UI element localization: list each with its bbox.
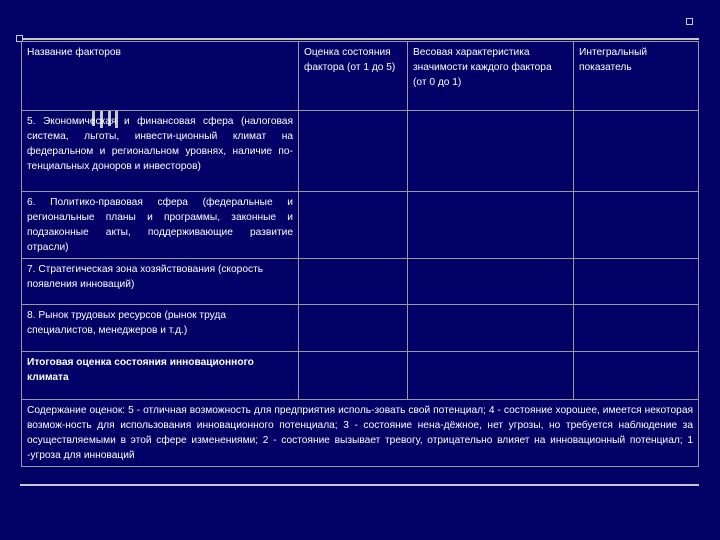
weight-cell[interactable] [408,192,574,259]
header-state-score: Оценка состояния фактора (от 1 до 5) [299,42,408,111]
factor-cell: 5. Экономическая и финансовая сфера (налоговая система, льготы, инвести-ционный климат на федеральном и региональном уровнях, наличие по-тенциальных доноров и инвесторов) [22,111,299,192]
header-weight [408,42,574,111]
total-weight-cell[interactable] [408,352,574,400]
bottom-rule [20,484,699,486]
total-score-cell[interactable] [299,352,408,400]
weight-cell[interactable] [408,305,574,352]
top-rule [20,38,699,40]
table-row [22,192,699,259]
weight-cell[interactable] [408,259,574,305]
integral-cell[interactable] [574,192,699,259]
header-weight-label: Весовая характеристика значимости каждого фактора [413,47,552,73]
score-cell[interactable] [299,192,408,259]
integral-cell[interactable] [574,259,699,305]
factor-cell: 6. Политико-правовая сфера (федеральные и региональные планы и программы, законные и подзаконные акты, поддерживающие развитие отрасли) [22,192,299,259]
total-label: Итоговая оценка состояния инновационного климата [22,352,299,400]
integral-cell[interactable] [574,111,699,192]
header-integral: Интегральный показатель [574,42,699,111]
table-row [22,111,699,192]
factor-cell: 7. Стратегическая зона хозяйствования (скорость появления инноваций) [22,259,299,305]
square-bullet-icon [686,18,693,25]
header-weight-range: (от 0 до 1) [413,77,462,88]
legend-row [22,400,699,467]
table-row [22,305,699,352]
total-row [22,352,699,400]
innovation-climate-table [21,41,699,467]
score-cell[interactable] [299,259,408,305]
score-cell[interactable] [299,111,408,192]
header-factor-name: Название факторов [22,42,299,111]
weight-cell[interactable] [408,111,574,192]
score-cell[interactable] [299,305,408,352]
table-row [22,259,699,305]
score-legend: Содержание оценок: 5 - отличная возможность для предприятия исполь-зовать свой потенциал; 4 - состояние хорошее, имеется некоторая возмож-ность для использования инновационного потенциала; 3 - состояние нена-дёжное, нет угрозы, но требуется наблюдение за осуществляемыми в этой сфере изменениями; 2 - состояние вызывает тревогу, отрицательно влияет на инновационный потенциал; 1 -угроза для инноваций [22,400,699,467]
factor-cell: 8. Рынок трудовых ресурсов (рынок труда специалистов, менеджеров и т.д.) [22,305,299,352]
total-integral-cell[interactable] [574,352,699,400]
integral-cell[interactable] [574,305,699,352]
table-header-row [22,42,699,111]
